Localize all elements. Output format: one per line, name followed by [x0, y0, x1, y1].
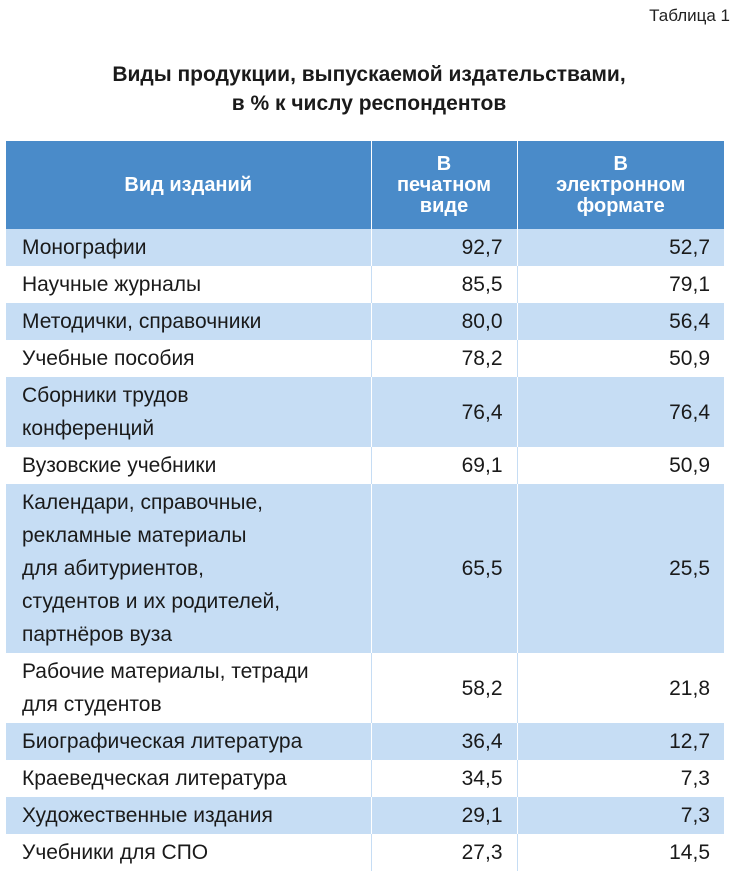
table-title — [0, 60, 738, 118]
cell-print-percent: 36,4 — [371, 723, 517, 760]
header-print-line: В — [436, 152, 452, 175]
cell-electronic-percent: 52,7 — [517, 229, 724, 266]
cell-publication-kind-line: для студентов — [22, 693, 162, 716]
cell-print-percent: 80,0 — [371, 303, 517, 340]
cell-print-percent: 58,2 — [371, 653, 517, 723]
header-electronic-line: формате — [576, 194, 665, 217]
table-row — [6, 797, 724, 834]
cell-publication-kind — [6, 266, 371, 303]
publication-types-table — [6, 141, 724, 871]
cell-publication-kind — [6, 834, 371, 871]
cell-electronic-percent: 76,4 — [517, 377, 724, 447]
header-kind: Вид изданий — [6, 141, 371, 229]
cell-publication-kind-line: конференций — [22, 417, 155, 440]
cell-publication-kind-line: партнёров вуза — [22, 623, 173, 646]
cell-print-percent: 92,7 — [371, 229, 517, 266]
cell-publication-kind — [6, 484, 371, 653]
cell-publication-kind — [6, 229, 371, 266]
cell-publication-kind-line: студентов и их родителей, — [22, 590, 281, 613]
cell-electronic-percent: 7,3 — [517, 760, 724, 797]
cell-publication-kind-line: Календари, справочные, — [22, 491, 263, 514]
cell-print-percent: 85,5 — [371, 266, 517, 303]
header-print-line: виде — [419, 194, 469, 217]
cell-publication-kind-line: рекламные материалы — [22, 524, 247, 547]
cell-publication-kind-line: Биографическая литература — [22, 730, 303, 753]
table-body — [6, 229, 724, 871]
table-title-line-1: Виды продукции, выпускаемой издательствами, — [112, 63, 626, 86]
table-row — [6, 760, 724, 797]
cell-publication-kind-line: Вузовские учебники — [22, 454, 217, 477]
cell-publication-kind — [6, 340, 371, 377]
table-row — [6, 303, 724, 340]
cell-publication-kind-line: Учебники для СПО — [22, 841, 209, 864]
cell-electronic-percent: 25,5 — [517, 484, 724, 653]
cell-print-percent: 76,4 — [371, 377, 517, 447]
cell-publication-kind — [6, 797, 371, 834]
cell-publication-kind-line: Художественные издания — [22, 804, 273, 827]
cell-electronic-percent: 21,8 — [517, 653, 724, 723]
cell-print-percent: 27,3 — [371, 834, 517, 871]
cell-print-percent: 34,5 — [371, 760, 517, 797]
table-row — [6, 377, 724, 447]
table-row — [6, 266, 724, 303]
cell-print-percent: 69,1 — [371, 447, 517, 484]
cell-publication-kind — [6, 447, 371, 484]
cell-electronic-percent: 56,4 — [517, 303, 724, 340]
cell-publication-kind-line: Рабочие материалы, тетради — [22, 660, 309, 683]
cell-print-percent: 29,1 — [371, 797, 517, 834]
table-row — [6, 229, 724, 266]
cell-publication-kind-line: Методички, справочники — [22, 310, 262, 333]
cell-electronic-percent: 7,3 — [517, 797, 724, 834]
table-row — [6, 340, 724, 377]
cell-print-percent: 65,5 — [371, 484, 517, 653]
table-row — [6, 834, 724, 871]
cell-publication-kind-line: для абитуриентов, — [22, 557, 205, 580]
cell-publication-kind — [6, 653, 371, 723]
cell-publication-kind-line: Научные журналы — [22, 273, 202, 296]
cell-publication-kind-line: Сборники трудов — [22, 384, 189, 407]
table-row — [6, 484, 724, 653]
header-electronic-line: В — [613, 152, 628, 175]
header-print — [371, 141, 517, 229]
cell-publication-kind-line: Монографии — [22, 236, 147, 259]
cell-publication-kind — [6, 723, 371, 760]
table-row — [6, 723, 724, 760]
cell-publication-kind — [6, 377, 371, 447]
table-header-row — [6, 141, 724, 229]
header-electronic — [517, 141, 724, 229]
cell-publication-kind-line: Краеведческая литература — [22, 767, 287, 790]
cell-electronic-percent: 79,1 — [517, 266, 724, 303]
cell-electronic-percent: 14,5 — [517, 834, 724, 871]
table-row — [6, 653, 724, 723]
cell-publication-kind — [6, 303, 371, 340]
header-print-line: печатном — [396, 173, 492, 196]
table-title-line-2: в % к числу респондентов — [231, 92, 507, 115]
cell-publication-kind — [6, 760, 371, 797]
cell-electronic-percent: 50,9 — [517, 447, 724, 484]
table-number-label: Таблица 1 — [649, 6, 730, 25]
cell-electronic-percent: 12,7 — [517, 723, 724, 760]
header-electronic-line: электронном — [556, 173, 686, 196]
cell-publication-kind-line: Учебные пособия — [22, 347, 195, 370]
cell-print-percent: 78,2 — [371, 340, 517, 377]
cell-electronic-percent: 50,9 — [517, 340, 724, 377]
table-row — [6, 447, 724, 484]
